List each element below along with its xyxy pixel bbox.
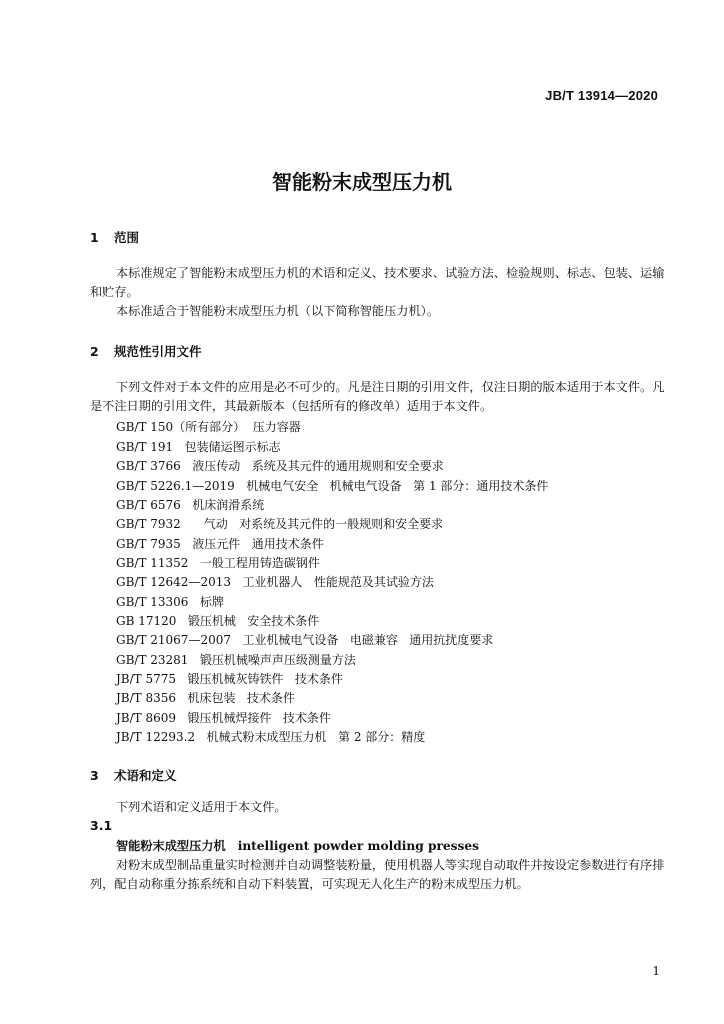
reference-item: JB/T 12293.2 机械式粉末成型压力机 第 2 部分：精度 [116, 730, 426, 744]
reference-item: GB/T 5226.1—2019 机械电气安全 机械电气设备 第 1 部分：通用技术条件 [116, 479, 549, 493]
standard-code: JB/T 13914—2020 [545, 88, 658, 103]
reference-item: GB/T 23281 锻压机械噪声声压级测量方法 [116, 653, 356, 667]
section-1-paragraph-1: 本标准规定了智能粉末成型压力机的术语和定义、技术要求、试验方法、检验规则、标志、包装、运输和贮存。 [90, 266, 665, 299]
reference-item: JB/T 8356 机床包装 技术条件 [116, 691, 295, 705]
reference-item: GB/T 150（所有部分） 压力容器 [116, 420, 301, 434]
section-3-intro: 下列术语和定义适用于本文件。 [116, 800, 287, 814]
term-number: 3.1 [90, 818, 113, 833]
reference-item: GB 17120 锻压机械 安全技术条件 [116, 614, 320, 628]
term-heading [116, 837, 479, 854]
reference-item: GB/T 7932 气动 对系统及其元件的一般规则和安全要求 [116, 517, 444, 531]
term-definition: 对粉末成型制品重量实时检测并自动调整装粉量，使用机器人等实现自动取件并按设定参数进行有序排列，配自动称重分拣系统和自动下料装置，可实现无人化生产的粉末成型压力机。 [90, 858, 665, 891]
section-2-number: 2 [90, 344, 99, 359]
reference-item: GB/T 6576 机床润滑系统 [116, 498, 265, 512]
reference-item: GB/T 11352 一般工程用铸造碳钢件 [116, 556, 320, 570]
reference-item: GB/T 3766 液压传动 系统及其元件的通用规则和安全要求 [116, 459, 444, 473]
section-2-intro: 下列文件对于本文件的应用是必不可少的。凡是注日期的引用文件，仅注日期的版本适用于本文件。凡是不注日期的引用文件，其最新版本（包括所有的修改单）适用于本文件。 [90, 380, 665, 413]
reference-item: JB/T 5775 锻压机械灰铸铁件 技术条件 [116, 672, 343, 686]
reference-item: GB/T 13306 标牌 [116, 595, 224, 609]
reference-item: GB/T 191 包装储运图示标志 [116, 440, 281, 454]
section-3-number: 3 [90, 768, 99, 783]
section-1-heading [90, 228, 139, 246]
term-chinese: 智能粉末成型压力机 [116, 839, 226, 853]
section-2-title: 规范性引用文件 [114, 344, 202, 359]
section-1-title: 范围 [114, 230, 140, 245]
section-1-paragraph-2: 本标准适合于智能粉末成型压力机（以下简称智能压力机）。 [116, 304, 439, 318]
page-number: 1 [652, 964, 660, 978]
reference-item: JB/T 8609 锻压机械焊接件 技术条件 [116, 711, 331, 725]
section-3-title: 术语和定义 [114, 768, 177, 783]
term-english: intelligent powder molding presses [237, 839, 480, 853]
reference-item: GB/T 12642—2013 工业机器人 性能规范及其试验方法 [116, 575, 434, 589]
section-2-heading [90, 342, 202, 360]
section-3-heading [90, 766, 177, 784]
section-1-number: 1 [90, 230, 99, 245]
reference-item: GB/T 7935 液压元件 通用技术条件 [116, 537, 324, 551]
reference-item: GB/T 21067—2007 工业机械电气设备 电磁兼容 通用抗扰度要求 [116, 633, 494, 647]
document-title: 智能粉末成型压力机 [272, 170, 452, 194]
